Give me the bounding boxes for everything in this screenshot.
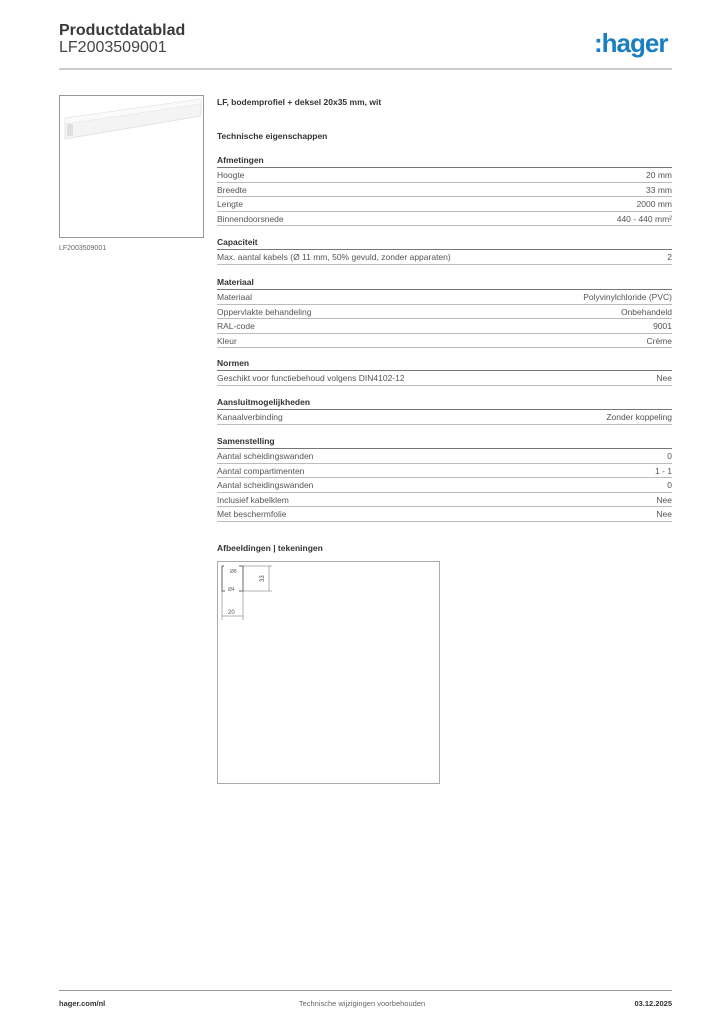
spec-row bbox=[217, 371, 672, 386]
footer-note: Technische wijzigingen voorbehouden bbox=[298, 999, 426, 1008]
spec-section-title: Afmetingen bbox=[217, 153, 672, 168]
spec-section bbox=[217, 153, 672, 226]
spec-value: 2 bbox=[667, 252, 672, 262]
spec-section bbox=[217, 275, 672, 348]
spec-label: Binnendoorsnede bbox=[217, 213, 284, 224]
dim-width-label: 20 bbox=[228, 610, 235, 616]
footer-divider bbox=[59, 990, 672, 991]
hager-logo: :hager bbox=[594, 28, 668, 58]
spec-value: 33 mm bbox=[646, 184, 672, 195]
spec-value: Nee bbox=[656, 373, 672, 383]
spec-section-title: Samenstelling bbox=[217, 434, 672, 449]
spec-row bbox=[217, 410, 672, 425]
footer-url[interactable]: hager.com/nl bbox=[59, 999, 106, 1008]
spec-row bbox=[217, 290, 672, 305]
product-title: LF, bodemprofiel + deksel 20x35 mm, wit bbox=[217, 97, 382, 107]
spec-value: Zonder koppeling bbox=[606, 412, 672, 422]
spec-section bbox=[217, 356, 672, 386]
spec-label: RAL-code bbox=[217, 321, 255, 332]
spec-value: Nee bbox=[656, 509, 672, 520]
product-code: LF2003509001 bbox=[59, 39, 167, 56]
header-divider bbox=[59, 68, 672, 70]
spec-section bbox=[217, 434, 672, 522]
spec-value: 9001 bbox=[653, 321, 672, 332]
spec-row bbox=[217, 478, 672, 493]
spec-label: Aantal scheidingswanden bbox=[217, 480, 314, 491]
spec-label: Oppervlakte behandeling bbox=[217, 306, 312, 317]
spec-row bbox=[217, 212, 672, 227]
product-image bbox=[59, 95, 204, 238]
image-caption: LF2003509001 bbox=[59, 245, 107, 252]
svg-text:Ø4: Ø4 bbox=[228, 587, 235, 593]
spec-value: 2000 mm bbox=[636, 199, 672, 210]
spec-section-title: Capaciteit bbox=[217, 235, 672, 250]
spec-label: Met beschermfolie bbox=[217, 509, 287, 520]
section-heading: Technische eigenschappen bbox=[217, 131, 328, 141]
spec-row bbox=[217, 319, 672, 334]
svg-text:Ø8: Ø8 bbox=[230, 569, 237, 575]
technical-drawing bbox=[217, 561, 440, 784]
spec-row bbox=[217, 183, 672, 198]
spec-section-title: Materiaal bbox=[217, 275, 672, 290]
spec-label: Geschikt voor functiebehoud volgens DIN4102-12 bbox=[217, 373, 405, 383]
spec-value: 0 bbox=[667, 480, 672, 491]
spec-value: 1 - 1 bbox=[654, 465, 672, 476]
spec-value: Polyvinylchloride (PVC) bbox=[583, 292, 672, 302]
spec-label: Aantal scheidingswanden bbox=[217, 451, 314, 461]
spec-row bbox=[217, 449, 672, 464]
spec-section bbox=[217, 235, 672, 265]
spec-label: Inclusief kabelklem bbox=[217, 494, 289, 505]
spec-section bbox=[217, 395, 672, 425]
spec-row bbox=[217, 197, 672, 212]
spec-value: 20 mm bbox=[646, 170, 672, 180]
spec-section-title: Aansluitmogelijkheden bbox=[217, 395, 672, 410]
spec-row bbox=[217, 507, 672, 522]
spec-value: Onbehandeld bbox=[620, 306, 672, 317]
spec-row bbox=[217, 305, 672, 320]
spec-value: 0 bbox=[667, 451, 672, 461]
footer-date: 03.12.2025 bbox=[634, 999, 672, 1008]
spec-label: Kanaalverbinding bbox=[217, 412, 283, 422]
spec-label: Breedte bbox=[217, 184, 247, 195]
spec-label: Kleur bbox=[217, 335, 237, 346]
page-title: Productdatablad bbox=[59, 22, 186, 39]
spec-row bbox=[217, 334, 672, 349]
spec-value: Nee bbox=[656, 494, 672, 505]
spec-label: Hoogte bbox=[217, 170, 245, 180]
spec-row bbox=[217, 493, 672, 508]
spec-label: Lengte bbox=[217, 199, 243, 210]
spec-row bbox=[217, 168, 672, 183]
spec-label: Aantal compartimenten bbox=[217, 465, 305, 476]
spec-value: Crème bbox=[646, 335, 672, 346]
spec-section-title: Normen bbox=[217, 356, 672, 371]
spec-label: Max. aantal kabels (Ø 11 mm, 50% gevuld, zonder apparaten) bbox=[217, 252, 451, 262]
spec-row bbox=[217, 250, 672, 265]
dim-height-label: 33 bbox=[260, 575, 266, 582]
spec-row bbox=[217, 464, 672, 479]
drawings-heading: Afbeeldingen | tekeningen bbox=[217, 543, 323, 553]
spec-label: Materiaal bbox=[217, 292, 252, 302]
spec-value: 440 - 440 mm² bbox=[616, 213, 672, 224]
